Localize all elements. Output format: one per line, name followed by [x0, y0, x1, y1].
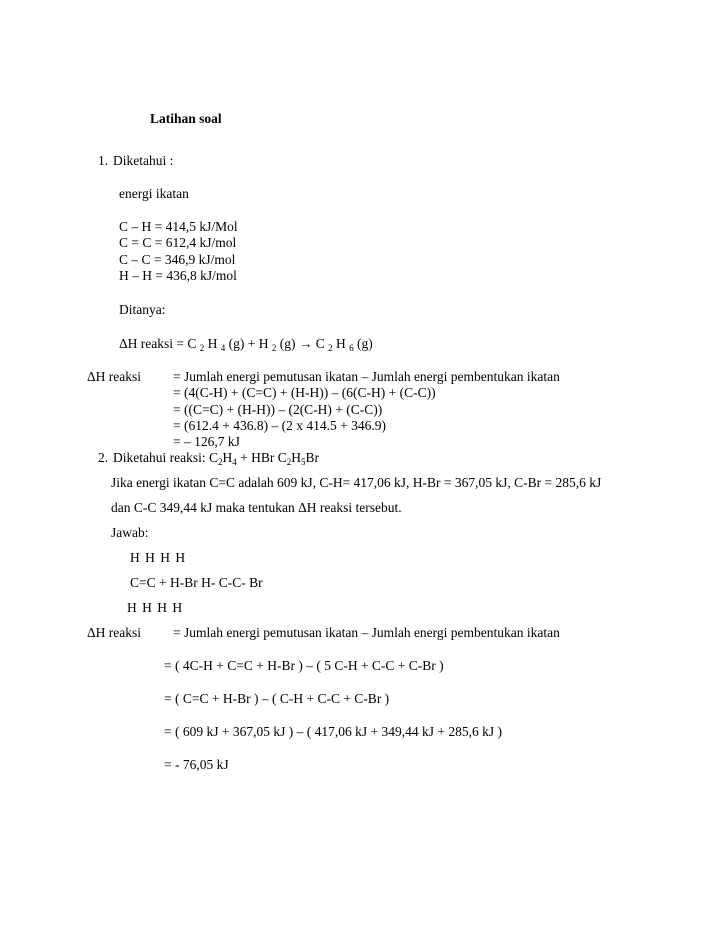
- problem-2-number: 2.: [98, 450, 109, 465]
- problem-2-text: dan C-C 349,44 kJ maka tentukan ΔH reaksi tersebut.: [111, 500, 402, 515]
- structure-top-row: H H H H: [130, 550, 187, 565]
- structure-middle-row: C=C + H-Br H- C-C- Br: [130, 575, 263, 590]
- solution-2-step: = ( C=C + H-Br ) – ( C-H + C-C + C-Br ): [164, 691, 390, 706]
- problem-1-number: 1.: [98, 153, 109, 168]
- solution-1-step: = (4(C-H) + (C=C) + (H-H)) – (6(C-H) + (C-C)): [173, 385, 436, 400]
- solution-2-label: ΔH reaksi: [87, 625, 142, 640]
- reaction-equation: ΔH reaksi = C $_2$ H $_4$ (g) + H $_2$ (g) → C $_2$ H $_6$ (g): [119, 336, 373, 353]
- solution-1-step: = ((C=C) + (H-H)) – (2(C-H) + (C-C)): [173, 402, 383, 417]
- problem-2-heading: Diketahui reaksi: $C_2H_4$ + HBr $C_2H_5Br$: [113, 450, 319, 467]
- asked-label: Ditanya:: [119, 302, 166, 317]
- solution-2-step: = ( 4C-H + C=C + H-Br ) – ( 5 C-H + C-C + C-Br ): [164, 658, 444, 673]
- bond-energy-ch: C – H = 414,5 kJ/Mol: [119, 219, 238, 234]
- page-title: Latihan soal: [150, 111, 222, 126]
- solution-2-step: = ( 609 kJ + 367,05 kJ ) – ( 417,06 kJ + 349,44 kJ + 285,6 kJ ): [164, 724, 502, 739]
- structure-bottom-row: H H H H: [127, 600, 184, 615]
- solution-1-result: = – 126,7 kJ: [173, 434, 240, 449]
- problem-2-text: Jika energi ikatan C=C adalah 609 kJ, C-H= 417,06 kJ, H-Br = 367,05 kJ, C-Br = 285,6 kJ: [111, 475, 602, 490]
- bond-energy-hh: H – H = 436,8 kJ/mol: [119, 268, 237, 283]
- solution-2-step: = Jumlah energi pemutusan ikatan – Jumlah energi pembentukan ikatan: [173, 625, 560, 640]
- problem-1-heading: Diketahui :: [113, 153, 174, 168]
- solution-1-step: = Jumlah energi pemutusan ikatan – Jumlah energi pembentukan ikatan: [173, 369, 560, 384]
- solution-2-result: = - 76,05 kJ: [164, 757, 229, 772]
- energy-label: energi ikatan: [119, 186, 189, 201]
- bond-energy-cc-double: C = C = 612,4 kJ/mol: [119, 235, 237, 250]
- answer-label: Jawab:: [111, 525, 149, 540]
- solution-1-label: ΔH reaksi: [87, 369, 142, 384]
- bond-energy-cc: C – C = 346,9 kJ/mol: [119, 252, 236, 267]
- solution-1-step: = (612.4 + 436.8) – (2 x 414.5 + 346.9): [173, 418, 386, 433]
